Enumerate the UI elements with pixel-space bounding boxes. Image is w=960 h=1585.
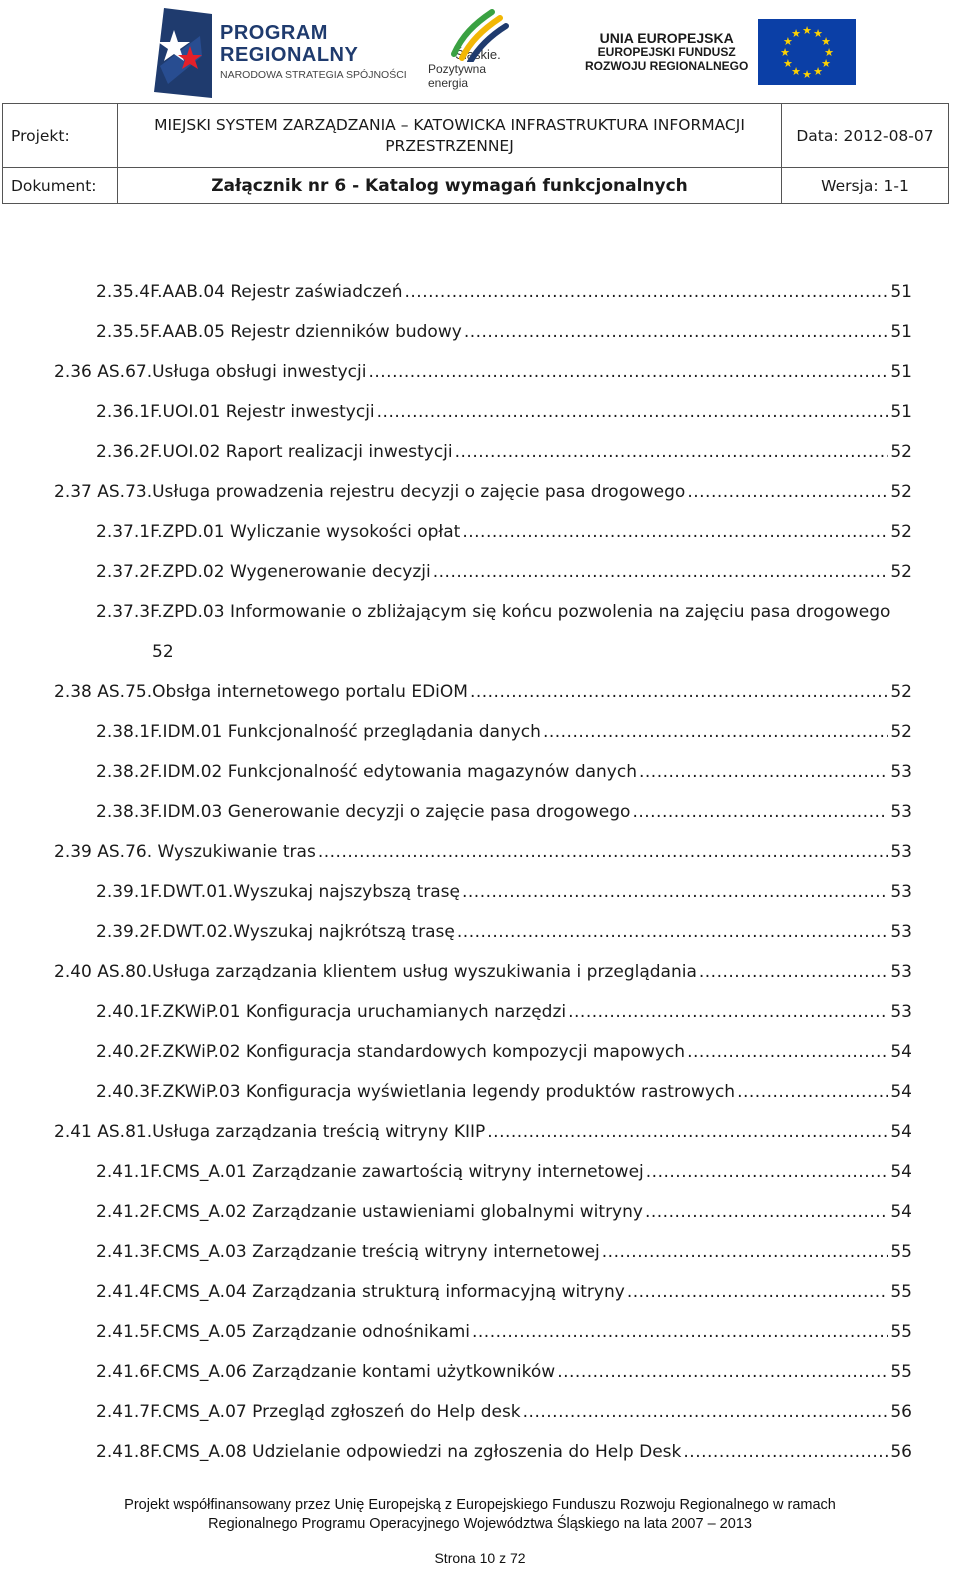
toc-entry-title: 2.38.1F.IDM.01 Funkcjonalność przeglądania danych (96, 722, 541, 742)
project-label: Projekt: (3, 104, 118, 168)
toc-leader-dots (687, 1042, 888, 1062)
page-number: Strona 10 z 72 (434, 1550, 526, 1566)
eu-flag-icon (758, 19, 856, 85)
toc-entry-title: 2.41.8F.CMS_A.08 Udzielanie odpowiedzi na zgłoszenia do Help Desk (96, 1442, 682, 1462)
toc-entry-page: 53 (890, 802, 912, 822)
toc-entry[interactable] (54, 362, 912, 388)
toc-leader-dots (602, 1242, 889, 1262)
toc-entry-title: 2.41.5F.CMS_A.05 Zarządzanie odnośnikami (96, 1322, 470, 1342)
toc-entry[interactable] (96, 522, 912, 548)
toc-entry-page: 51 (890, 322, 912, 342)
toc-entry-title: 2.35.5F.AAB.05 Rejestr dzienników budowy (96, 322, 462, 342)
toc-entry-title: 2.36.2F.UOI.02 Raport realizacji inwestycji (96, 442, 453, 462)
project-name (118, 104, 782, 168)
toc-entry-title: 2.36.1F.UOI.01 Rejestr inwestycji (96, 402, 375, 422)
toc-entry-title: 2.41 AS.81.Usługa zarządzania treścią witryny KIIP (54, 1122, 486, 1142)
toc-entry-title: 2.39 AS.76. Wyszukiwanie tras (54, 842, 316, 862)
toc-entry-title: 2.40.1F.ZKWiP.01 Konfiguracja uruchamianych narzędzi (96, 1002, 567, 1022)
program-logo-line3: NARODOWA STRATEGIA SPÓJNOŚCI (220, 69, 407, 82)
project-name-line1: MIEJSKI SYSTEM ZARZĄDZANIA – KATOWICKA INFRASTRUKTURA INFORMACJI (154, 115, 745, 134)
toc-leader-dots (646, 1162, 889, 1182)
toc-leader-dots (523, 1402, 889, 1422)
toc-entry-title: 2.35.4F.AAB.04 Rejestr zaświadczeń (96, 282, 403, 302)
toc-entry-title: 2.38 AS.75.Obsłga internetowego portalu EDiOM (54, 682, 468, 702)
slaskie-logo (428, 6, 528, 98)
toc-entry-page: 53 (890, 882, 912, 902)
eu-star-icon: ★ (824, 47, 835, 59)
toc-leader-dots (405, 282, 889, 302)
toc-entry-page: 52 (890, 562, 912, 582)
toc-entry-page: 52 (890, 722, 912, 742)
document-title: Załącznik nr 6 - Katalog wymagań funkcjonalnych (118, 168, 782, 204)
toc-entry-title: 2.37 AS.73.Usługa prowadzenia rejestru decyzji o zajęcie pasa drogowego (54, 482, 686, 502)
toc-entry-title: 2.41.4F.CMS_A.04 Zarządzania strukturą informacyjną witryny (96, 1282, 625, 1302)
toc-entry[interactable] (96, 562, 912, 588)
toc-leader-dots (627, 1282, 889, 1302)
program-logo-line2: REGIONALNY (220, 44, 359, 67)
toc-leader-dots (543, 722, 888, 742)
toc-entry-page: 53 (890, 842, 912, 862)
toc-leader-dots (462, 882, 888, 902)
toc-entry[interactable] (96, 1242, 912, 1268)
toc-entry[interactable] (96, 882, 912, 908)
toc-entry[interactable] (96, 282, 912, 308)
slaskie-logo-line1: Śląskie. (455, 47, 501, 62)
toc-entry[interactable] (96, 802, 912, 828)
document-date: Data: 2012-08-07 (782, 104, 949, 168)
toc-entry[interactable] (54, 842, 912, 868)
document-label: Dokument: (3, 168, 118, 204)
toc-entry-title: 2.40.3F.ZKWiP.03 Konfiguracja wyświetlania legendy produktów rastrowych (96, 1082, 736, 1102)
nss-star-icon (150, 6, 212, 98)
toc-entry-title: 2.41.7F.CMS_A.07 Przegląd zgłoszeń do Help desk (96, 1402, 521, 1422)
toc-entry-page: 55 (890, 1242, 912, 1262)
toc-entry-page: 52 (890, 682, 912, 702)
toc-entry-title: 2.40.2F.ZKWiP.02 Konfiguracja standardowych kompozycji mapowych (96, 1042, 686, 1062)
toc-entry[interactable] (54, 482, 912, 508)
eu-star-icon: ★ (802, 25, 813, 37)
toc-entry-title: 2.37.1F.ZPD.01 Wyliczanie wysokości opłat (96, 522, 461, 542)
toc-leader-dots (470, 682, 888, 702)
toc-entry[interactable] (96, 442, 912, 468)
eu-logo-line3: ROZWOJU REGIONALNEGO (585, 59, 749, 74)
toc-entry-title: 2.36 AS.67.Usługa obsługi inwestycji (54, 362, 367, 382)
toc-entry[interactable] (96, 1042, 912, 1068)
toc-entry-page: 51 (890, 282, 912, 302)
toc-leader-dots (645, 1202, 888, 1222)
toc-entry-page[interactable]: 52 (152, 642, 174, 662)
document-header-table (2, 103, 949, 204)
eu-star-icon: ★ (783, 36, 794, 48)
toc-entry[interactable] (96, 762, 912, 788)
toc-entry-title: 2.41.1F.CMS_A.01 Zarządzanie zawartością witryny internetowej (96, 1162, 644, 1182)
toc-leader-dots (472, 1322, 888, 1342)
toc-entry[interactable] (96, 1162, 912, 1188)
toc-entry[interactable] (96, 1082, 912, 1108)
toc-entry[interactable] (96, 1202, 912, 1228)
eu-star-icon: ★ (821, 36, 832, 48)
toc-entry-page: 55 (890, 1322, 912, 1342)
toc-entry[interactable] (96, 1442, 912, 1468)
eu-logo-line2: EUROPEJSKI FUNDUSZ (597, 45, 736, 60)
toc-entry[interactable] (96, 722, 912, 748)
toc-leader-dots (737, 1082, 888, 1102)
toc-entry[interactable] (96, 922, 912, 948)
eu-star-icon: ★ (791, 66, 802, 79)
toc-entry-page: 52 (890, 482, 912, 502)
toc-entry-title: 2.41.3F.CMS_A.03 Zarządzanie treścią witryny internetowej (96, 1242, 600, 1262)
toc-entry-title: 2.40 AS.80.Usługa zarządzania klientem usług wyszukiwania i przeglądania (54, 962, 697, 982)
toc-entry[interactable] (96, 1002, 912, 1028)
toc-entry[interactable] (54, 1122, 912, 1148)
program-logo-line1: PROGRAM (220, 22, 328, 45)
toc-leader-dots (318, 842, 889, 862)
eu-logo (585, 18, 856, 86)
toc-entry-title: 2.39.1F.DWT.01.Wyszukaj najszybszą trasę (96, 882, 460, 902)
toc-entry[interactable] (54, 962, 912, 988)
toc-entry-page: 54 (890, 1122, 912, 1142)
toc-leader-dots (632, 802, 888, 822)
toc-entry-page: 55 (890, 1362, 912, 1382)
slaskie-logo-line2: Pozytywna energia (428, 62, 487, 90)
toc-entry-page: 51 (890, 402, 912, 422)
toc-entry-page: 54 (890, 1082, 912, 1102)
toc-leader-dots (557, 1362, 888, 1382)
toc-entry[interactable] (96, 1402, 912, 1428)
toc-entry-page: 52 (890, 442, 912, 462)
toc-entry-page: 53 (890, 922, 912, 942)
toc-leader-dots (699, 962, 888, 982)
eu-star-icon: ★ (780, 47, 791, 59)
toc-entry-page: 56 (890, 1442, 912, 1462)
toc-entry-title: 2.41.6F.CMS_A.06 Zarządzanie kontami użytkowników (96, 1362, 556, 1382)
toc-entry-title: 2.37.2F.ZPD.02 Wygenerowanie decyzji (96, 562, 431, 582)
toc-entry[interactable] (54, 682, 912, 708)
toc-entry-page: 52 (890, 522, 912, 542)
toc-entry[interactable] (96, 1322, 912, 1348)
toc-entry[interactable] (96, 322, 912, 348)
program-regionalny-logo (150, 6, 407, 98)
toc-leader-dots (368, 362, 888, 382)
toc-leader-dots (462, 522, 888, 542)
eu-star-icon: ★ (783, 58, 794, 70)
toc-entry-page: 55 (890, 1282, 912, 1302)
toc-entry-title[interactable]: 2.37.3F.ZPD.03 Informowanie o zbliżającym się końcu pozwolenia na zajęciu pasa drogowego (96, 602, 891, 622)
footer-line1: Projekt współfinansowany przez Unię Europejską z Europejskiego Funduszu Rozwoju Regionalnego w ramach (124, 1497, 836, 1513)
toc-leader-dots (683, 1442, 888, 1462)
toc-entry-page: 54 (890, 1162, 912, 1182)
footer-line2: Regionalnego Programu Operacyjnego Województwa Śląskiego na lata 2007 – 2013 (208, 1515, 752, 1532)
toc-entry-page: 53 (890, 962, 912, 982)
toc-entry-page: 54 (890, 1042, 912, 1062)
toc-leader-dots (639, 762, 888, 782)
toc-entry[interactable] (96, 1282, 912, 1308)
toc-entry-page: 53 (890, 762, 912, 782)
toc-leader-dots (377, 402, 889, 422)
toc-entry-title: 2.38.3F.IDM.03 Generowanie decyzji o zajęcie pasa drogowego (96, 802, 631, 822)
project-name-line2: PRZESTRZENNEJ (385, 136, 514, 155)
toc-entry-title: 2.39.2F.DWT.02.Wyszukaj najkrótszą trasę (96, 922, 455, 942)
eu-logo-line1: UNIA EUROPEJSKA (599, 30, 734, 47)
toc-leader-dots (457, 922, 888, 942)
footer-cofinancing-note (0, 1496, 960, 1534)
eu-star-icon: ★ (813, 66, 824, 79)
toc-entry-title: 2.41.2F.CMS_A.02 Zarządzanie ustawieniami globalnymi witryny (96, 1202, 643, 1222)
toc-leader-dots (487, 1122, 888, 1142)
eu-star-icon: ★ (802, 69, 813, 81)
logo-bar (0, 0, 960, 103)
toc-entry-page: 51 (890, 362, 912, 382)
eu-star-icon: ★ (821, 58, 832, 70)
toc-leader-dots (464, 322, 889, 342)
toc-entry[interactable] (96, 1362, 912, 1388)
document-version: Wersja: 1-1 (782, 168, 949, 204)
toc-entry[interactable] (96, 402, 912, 428)
toc-leader-dots (455, 442, 889, 462)
toc-entry-page: 56 (890, 1402, 912, 1422)
toc-leader-dots (687, 482, 888, 502)
eu-star-icon: ★ (813, 27, 824, 40)
toc-entry-page: 54 (890, 1202, 912, 1222)
eu-star-icon: ★ (791, 27, 802, 40)
toc-entry-title: 2.38.2F.IDM.02 Funkcjonalność edytowania magazynów danych (96, 762, 637, 782)
toc-leader-dots (568, 1002, 888, 1022)
toc-leader-dots (433, 562, 889, 582)
toc-entry-page: 53 (890, 1002, 912, 1022)
slaskie-wave-icon (448, 6, 510, 62)
